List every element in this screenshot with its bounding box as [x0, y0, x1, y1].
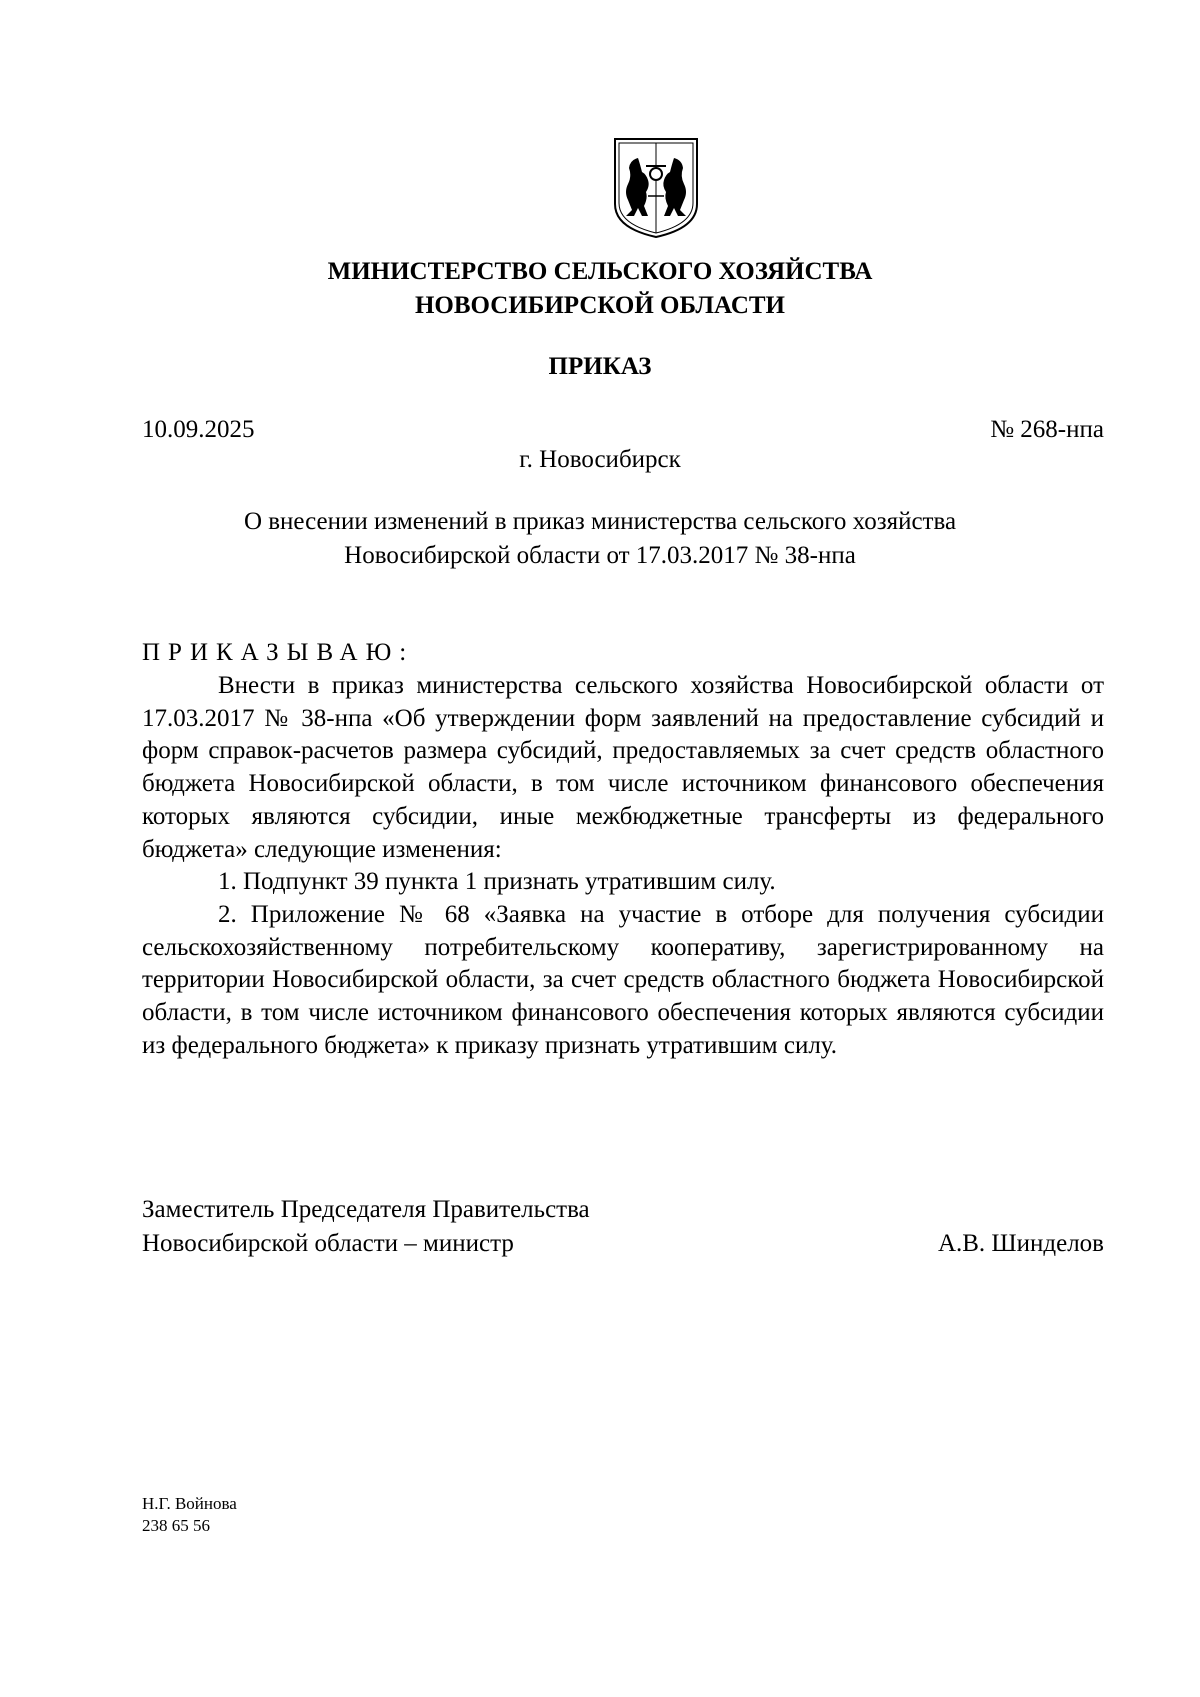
body-paragraph: 1. Подпункт 39 пункта 1 признать утратившим силу.	[218, 868, 776, 896]
order-word: ПРИКАЗЫВАЮ:	[142, 639, 415, 666]
document-title-line-1: О внесении изменений в приказ министерства сельского хозяйства	[243, 508, 957, 535]
executor-name: Н.Г. Войнова	[142, 1494, 237, 1513]
ministry-name	[0, 255, 1200, 323]
body-paragraph: Внести в приказ министерства сельского хозяйства Новосибирской области от 17.03.2017 № 38-нпа «Об утверждении форм заявлений на предоставление субсидий и форм справок-расчетов размера субсидий, предоставляемых за счет средств областного бюджета Новосибирской области, в том числе источником финансового обеспечения которых являются субсидии, иные межбюджетные трансферты из федерального бюджета» следующие изменения:	[142, 672, 1104, 863]
executor-phone: 238 65 56	[142, 1516, 210, 1535]
body-paragraph: 2. Приложение № 68 «Заявка на участие в отборе для получения субсидии сельскохозяйственному потребительскому кооперативу, зарегистрированному на территории Новосибирской области, за счет средств областного бюджета Новосибирской области, в том числе источником финансового обеспечения которых являются субсидии из федерального бюджета» к приказу признать утратившим силу.	[142, 900, 1104, 1059]
signer-position	[142, 1193, 590, 1261]
document-body	[142, 670, 1104, 1062]
signer-position-line-1: Заместитель Председателя Правительства	[142, 1196, 590, 1223]
executor-info	[142, 1493, 237, 1537]
document-date: 10.09.2025	[142, 416, 255, 443]
document-number: № 268-нпа	[990, 416, 1104, 443]
signer-position-line-2: Новосибирской области – министр	[142, 1230, 514, 1257]
document-city: г. Новосибирск	[519, 446, 681, 473]
ministry-name-line-1: МИНИСТЕРСТВО СЕЛЬСКОГО ХОЗЯЙСТВА	[327, 258, 873, 285]
ministry-name-line-2: НОВОСИБИРСКОЙ ОБЛАСТИ	[414, 292, 786, 319]
novosibirsk-coat-of-arms-icon	[612, 136, 700, 240]
document-title	[0, 505, 1200, 573]
signer-name: А.В. Шинделов	[937, 1230, 1104, 1257]
document-title-line-2: Новосибирской области от 17.03.2017 № 38-нпа	[344, 542, 856, 569]
document-type: ПРИКАЗ	[548, 353, 652, 380]
